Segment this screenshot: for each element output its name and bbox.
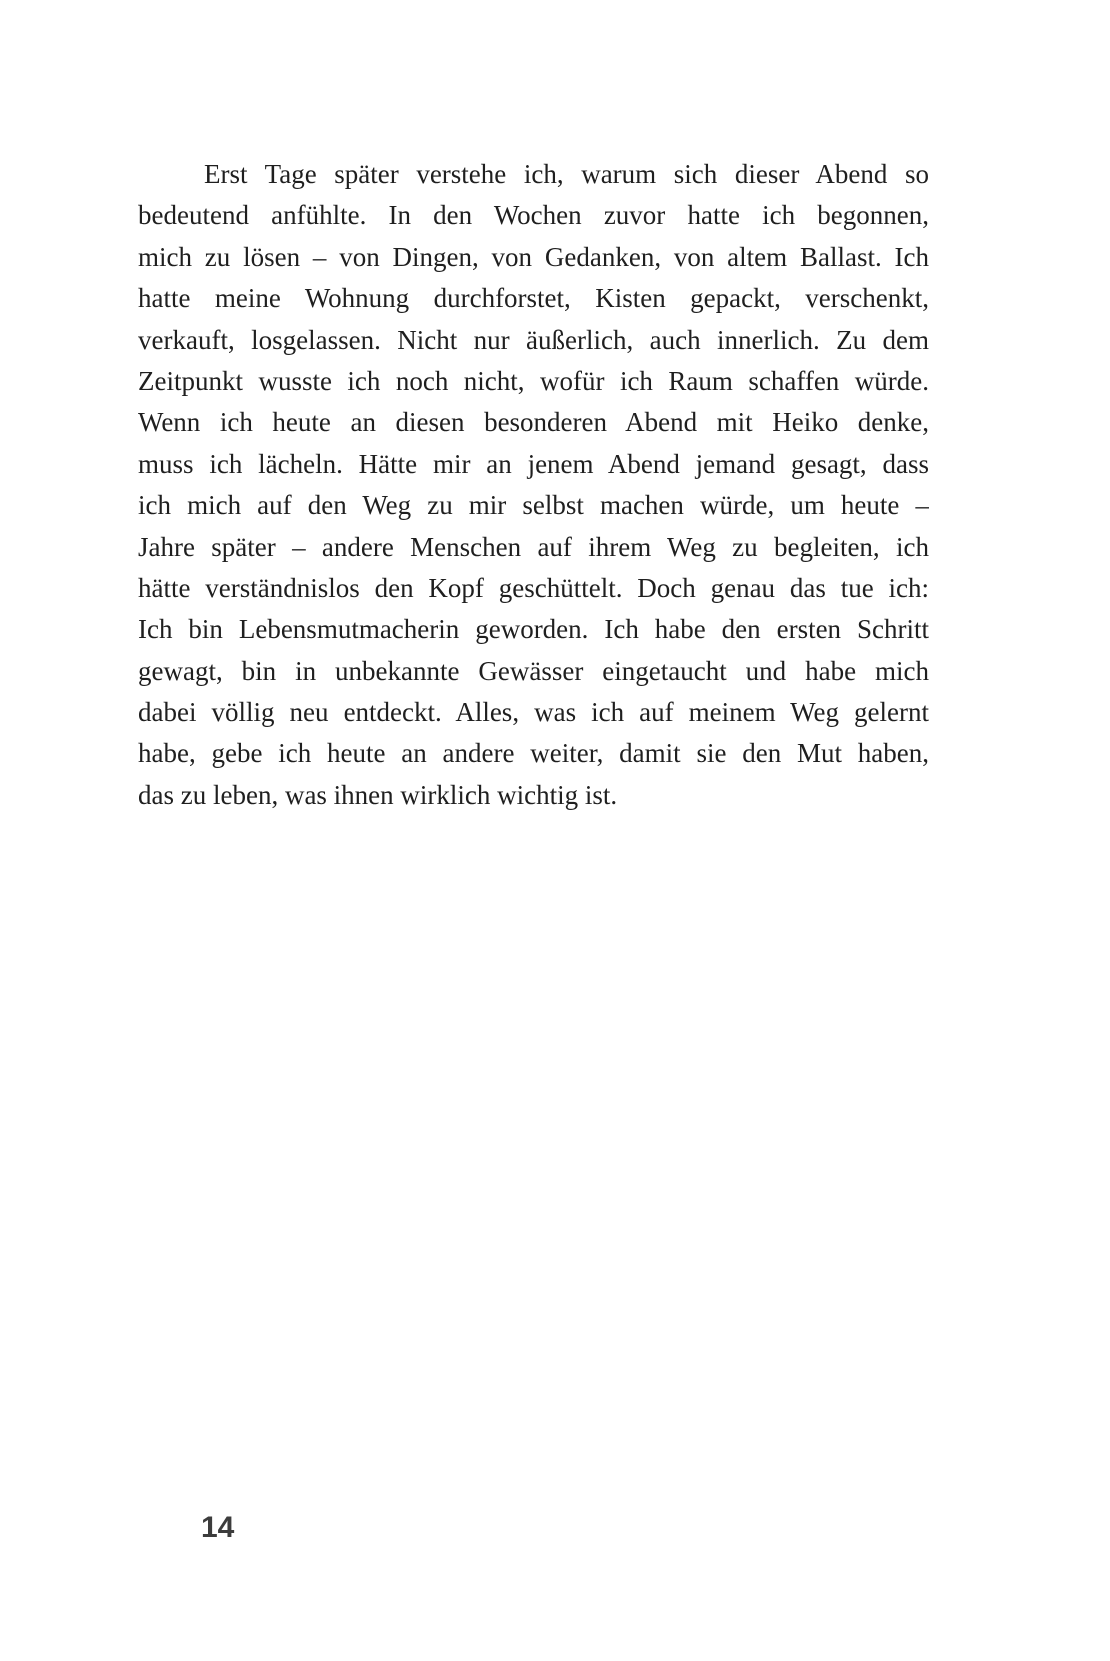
text-line: hatte meine Wohnung durchforstet, Kisten gepackt, verschenkt, [138, 283, 929, 314]
page-number: 14 [201, 1511, 235, 1544]
text-line: Jahre später – andere Menschen auf ihrem Weg zu begleiten, ich [138, 531, 929, 562]
text-line: muss ich lächeln. Hätte mir an jenem Abend jemand gesagt, dass [138, 448, 929, 479]
text-line: verkauft, losgelassen. Nicht nur äußerlich, auch innerlich. Zu dem [138, 324, 929, 355]
text-line: das zu leben, was ihnen wirklich wichtig ist. [138, 779, 618, 810]
text-line: gewagt, bin in unbekannte Gewässer eingetaucht und habe mich [138, 655, 929, 686]
text-line: bedeutend anfühlte. In den Wochen zuvor hatte ich begonnen, [138, 200, 929, 231]
text-line: dabei völlig neu entdeckt. Alles, was ich auf meinem Weg gelernt [138, 697, 929, 728]
text-line: Wenn ich heute an diesen besonderen Abend mit Heiko denke, [138, 407, 929, 438]
text-line: habe, gebe ich heute an andere weiter, damit sie den Mut haben, [138, 738, 929, 769]
text-line: ich mich auf den Weg zu mir selbst machen würde, um heute – [138, 490, 929, 521]
text-line: Ich bin Lebensmutmacherin geworden. Ich habe den ersten Schritt [138, 614, 929, 645]
text-line: Zeitpunkt wusste ich noch nicht, wofür ich Raum schaffen würde. [138, 365, 929, 396]
body-text-paragraph [138, 154, 929, 816]
text-line: hätte verständnislos den Kopf geschüttelt. Doch genau das tue ich: [138, 572, 929, 603]
text-line: Erst Tage später verstehe ich, warum sich dieser Abend so [204, 159, 929, 189]
text-line: mich zu lösen – von Dingen, von Gedanken, von altem Ballast. Ich [138, 241, 929, 272]
